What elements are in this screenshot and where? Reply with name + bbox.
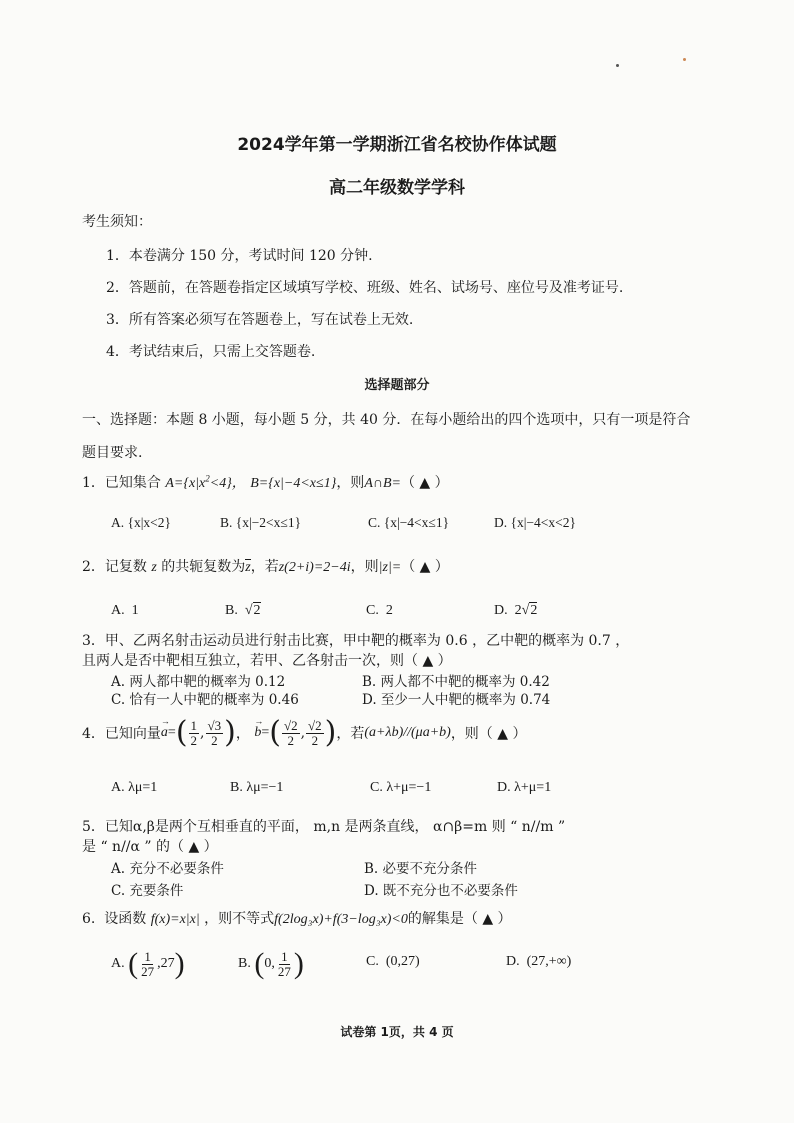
q4-option-b: B. λμ=−1 xyxy=(230,780,284,795)
q4-answer-slot: ，则（ ▲ ） xyxy=(450,726,527,742)
q4-vector-a: → a xyxy=(161,725,168,741)
question-2 xyxy=(82,556,449,576)
q3-option-a: A. 两人都中靶的概率为 0.12 xyxy=(111,674,286,690)
q5-option-a: A. 充分不必要条件 xyxy=(111,861,224,877)
q4-option-c: C. λ+μ=−1 xyxy=(370,780,432,795)
q2-equation: z(2+i)=2−4i xyxy=(278,560,351,575)
q2-conjugate-z: z xyxy=(245,560,251,575)
section-title: 选择题部分 xyxy=(364,378,430,393)
question-4: 4． 已知向量 → a = ( $\frac{1}{2}$ , $\frac{√3}{2}$ ) ， → b = ( $\frac{√2}{2}$ , $\frac{√2}{2}$ ) ，若 (a+λb)//(μa+b) ，则（ ▲ ） xyxy=(82,711,526,755)
q3-line-2: 且两人是否中靶相互独立，若甲、乙各射击一次，则（ ▲ ） xyxy=(82,653,452,669)
notice-item-1: 1．本卷满分 150 分，考试时间 120 分钟. xyxy=(106,248,373,264)
q4-option-a: A. λμ=1 xyxy=(111,780,158,795)
q6-answer-slot: 的解集是（ ▲ ） xyxy=(407,911,512,927)
q2-number: 2． xyxy=(82,559,105,575)
notice-item-4: 4．考试结束后，只需上交答题卷. xyxy=(106,344,316,360)
q1-answer-slot: （ ▲ ） xyxy=(400,475,449,491)
scan-speck xyxy=(683,58,686,61)
q3-option-c: C. 恰有一人中靶的概率为 0.46 xyxy=(111,692,299,708)
q1-option-a: A. {x|x<2} xyxy=(111,515,172,530)
q4-condition: (a+λb)//(μa+b) xyxy=(364,725,451,740)
question-1 xyxy=(82,472,449,492)
q6-option-a: A. ( $\frac{1}{27}$ ,27 ) xyxy=(111,947,185,980)
q6-option-c: C. (0,27) xyxy=(366,954,420,969)
q6-text-mid: ，则不等式 xyxy=(204,911,275,927)
q2-text-mid2: ，若 xyxy=(250,559,279,575)
q5-option-d: D. 既不充分也不必要条件 xyxy=(364,883,518,899)
q2-option-d: D. 2√2 xyxy=(494,603,538,618)
q1-expression: A∩B= xyxy=(364,476,401,491)
notice-heading: 考生须知： xyxy=(82,214,152,230)
page-footer: 试卷第 1页，共 4 页 xyxy=(340,1025,454,1039)
q1-set-b: B={x|−4<x≤1} xyxy=(250,476,337,491)
question-6 xyxy=(82,908,512,928)
q2-text-mid1: 的共轭复数为 xyxy=(161,559,246,575)
q6-inequality: f(2log₃x)+f(3−log₃x)<0 xyxy=(274,912,408,927)
q3-line-1: 3．甲、乙两名射击运动员进行射击比赛，甲中靶的概率为 0.6 ，乙中靶的概率为 0.7 ， xyxy=(82,633,630,649)
q2-text-mid3: ，则 xyxy=(350,559,379,575)
section-instructions-line2: 题目要求. xyxy=(82,445,143,461)
scan-speck xyxy=(616,64,619,67)
q1-text-pre: 已知集合 xyxy=(104,475,161,491)
q2-answer-slot: （ ▲ ） xyxy=(401,559,449,575)
q1-option-b: B. {x|−2<x≤1} xyxy=(220,515,302,530)
q4-b-y: $\frac{√2}{2}$ xyxy=(308,717,322,748)
q4-a-x: $\frac{1}{2}$ xyxy=(190,717,198,748)
q4-a-y: $\frac{√3}{2}$ xyxy=(207,717,222,748)
q2-abs-expression: |z|= xyxy=(378,560,402,575)
q1-option-c: C. {x|−4<x≤1} xyxy=(368,515,450,530)
q3-option-d: D. 至少一人中靶的概率为 0.74 xyxy=(362,692,551,708)
q4-number: 4． xyxy=(82,726,105,742)
q6-text-pre: 设函数 xyxy=(104,911,147,927)
q4-vector-b: → b xyxy=(254,725,261,741)
section-instructions-line1: 一、选择题：本题 8 小题，每小题 5 分，共 40 分．在每小题给出的四个选项中，只有一项是符合 xyxy=(82,412,691,428)
notice-item-3: 3．所有答案必须写在答题卷上，写在试卷上无效. xyxy=(106,312,414,328)
q3-option-b: B. 两人都不中靶的概率为 0.42 xyxy=(362,674,550,690)
q2-option-a: A. 1 xyxy=(111,603,139,618)
page-subtitle: 高二年级数学学科 xyxy=(329,178,465,198)
q2-option-b: B. √2 xyxy=(225,603,261,618)
q1-set-a: $A=\{x|x^2<4\}$， xyxy=(165,473,246,491)
q5-line-2: 是 “ n//α ” 的（ ▲ ） xyxy=(82,839,218,855)
q1-option-d: D. {x|−4<x<2} xyxy=(494,515,577,530)
q2-text-pre: 记复数 xyxy=(104,559,147,575)
q5-line-1: 5．已知α,β是两个互相垂直的平面， m,n 是两条直线， α∩β=m 则 “ n//m ” xyxy=(82,819,566,835)
q2-var-z: z xyxy=(151,560,157,575)
q4-text-pre: 已知向量 xyxy=(104,726,161,742)
q1-text-mid: ，则 xyxy=(336,475,365,491)
notice-item-2: 2．答题前，在答题卷指定区域填写学校、班级、姓名、试场号、座位号及准考证号. xyxy=(106,280,624,296)
q1-number: 1． xyxy=(82,475,105,491)
q6-function: f(x)=x|x| xyxy=(150,912,200,927)
q2-option-c: C. 2 xyxy=(366,603,393,618)
q6-option-b: B. ( 0, $\frac{1}{27}$ ) xyxy=(238,947,304,980)
q6-option-d: D. (27,+∞) xyxy=(506,954,572,969)
q4-b-x: $\frac{√2}{2}$ xyxy=(283,717,298,748)
q5-option-c: C. 充要条件 xyxy=(111,883,184,899)
q5-option-b: B. 必要不充分条件 xyxy=(364,861,478,877)
page-title: 2024学年第一学期浙江省名校协作体试题 xyxy=(237,135,557,155)
q4-text-mid: ，若 xyxy=(336,726,365,742)
q4-option-d: D. λ+μ=1 xyxy=(497,780,552,795)
q6-number: 6. xyxy=(82,911,96,927)
